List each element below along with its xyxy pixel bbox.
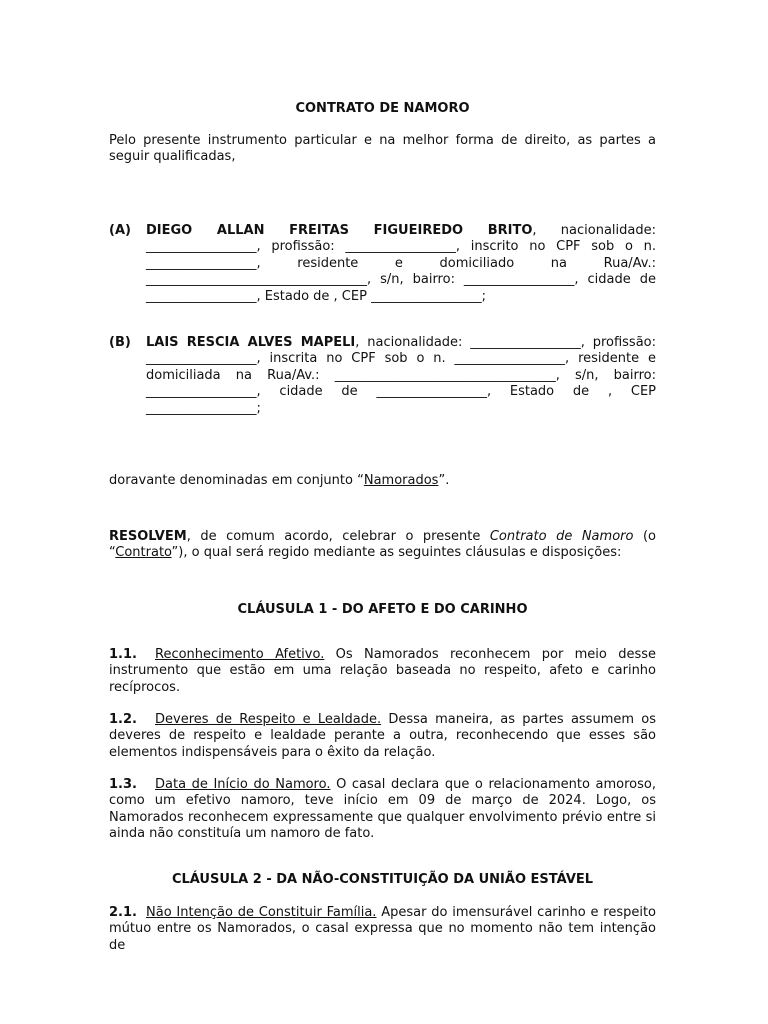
party-a-line-1: DIEGO ALLAN FREITAS FIGUEIREDO BRITO, nacionalidade: — [146, 223, 656, 238]
clause-1-heading: CLÁUSULA 1 - DO AFETO E DO CARINHO — [237, 602, 528, 617]
party-a-line-3: _________________, residente e domiciliado na Rua/Av.: — [146, 255, 656, 271]
party-b-line-3: domiciliada na Rua/Av.: __________________________________, s/n, bairro: — [146, 367, 656, 383]
clause-1-3: 1.3. Data de Início do Namoro. O casal declara que o relacionamento amoroso, como um efetivo namoro, teve início em 09 de março de 2024. Logo, os Namorados reconhecem expressamente que qualquer envolvimento prévio entre si ainda não constituía um namoro de fato. — [109, 777, 656, 842]
clause-1-3-title: Data de Início do Namoro. — [155, 777, 331, 792]
party-a-line-5: _________________, Estado de , CEP _________________; — [146, 288, 486, 304]
clause-2-1: 2.1. Não Intenção de Constituir Família. Apesar do imensurável carinho e respeito mútuo entre os Namorados, o casal expressa que no momento não tem intenção de — [109, 905, 657, 953]
party-a-line-2: _________________, profissão: _________________, inscrito no CPF sob o n. — [146, 239, 656, 255]
clause-1-1-title: Reconhecimento Afetivo. — [155, 647, 325, 662]
party-a-name: DIEGO ALLAN FREITAS FIGUEIREDO BRITO — [146, 223, 533, 238]
clause-2-1-title: Não Intenção de Constituir Família. — [146, 905, 377, 920]
clause-1-2: 1.2. Deveres de Respeito e Lealdade. Dessa maneira, as partes assumem os deveres de respeito e lealdade perante a outra, reconhecendo que esses são elementos indispensáveis para o êxito da relação. — [109, 712, 656, 760]
clause-1-2-title: Deveres de Respeito e Lealdade. — [155, 712, 382, 727]
party-b-line-2: _________________, inscrita no CPF sob o n. _________________, residente e — [146, 351, 656, 367]
namorados-term: Namorados — [363, 473, 439, 488]
document-title: CONTRATO DE NAMORO — [295, 101, 470, 116]
party-a-line-4: __________________________________, s/n, bairro: _________________, cidade de — [146, 272, 656, 288]
contrato-term: Contrato — [115, 545, 172, 561]
party-b-line-1: LAIS RESCIA ALVES MAPELI, nacionalidade: _________________, profissão: — [146, 335, 657, 350]
party-b-name: LAIS RESCIA ALVES MAPELI — [146, 335, 356, 350]
party-a — [109, 223, 656, 305]
party-b-line-4: _________________, cidade de _________________, Estado de , CEP — [146, 384, 656, 400]
designation-paragraph: doravante denominadas em conjunto “Namorados”. — [109, 473, 450, 488]
resolvem-paragraph: RESOLVEM, de comum acordo, celebrar o presente Contrato de Namoro (o “Contrato”), o qual será regido mediante as seguintes cláusulas e disposições: — [109, 529, 656, 561]
clause-2-heading: CLÁUSULA 2 - DA NÃO-CONSTITUIÇÃO DA UNIÃO ESTÁVEL — [171, 872, 594, 887]
party-b-line-5: _________________; — [146, 400, 261, 416]
party-b — [109, 335, 656, 417]
clause-1-1: 1.1. Reconhecimento Afetivo. Os Namorados reconhecem por meio desse instrumento que estão em uma relação baseada no respeito, afeto e carinho recíprocos. — [109, 647, 656, 695]
party-a-label: (A) — [109, 223, 131, 238]
intro-paragraph: Pelo presente instrumento particular e na melhor forma de direito, as partes a seguir qualificadas, — [109, 133, 656, 165]
party-b-label: (B) — [109, 335, 131, 350]
